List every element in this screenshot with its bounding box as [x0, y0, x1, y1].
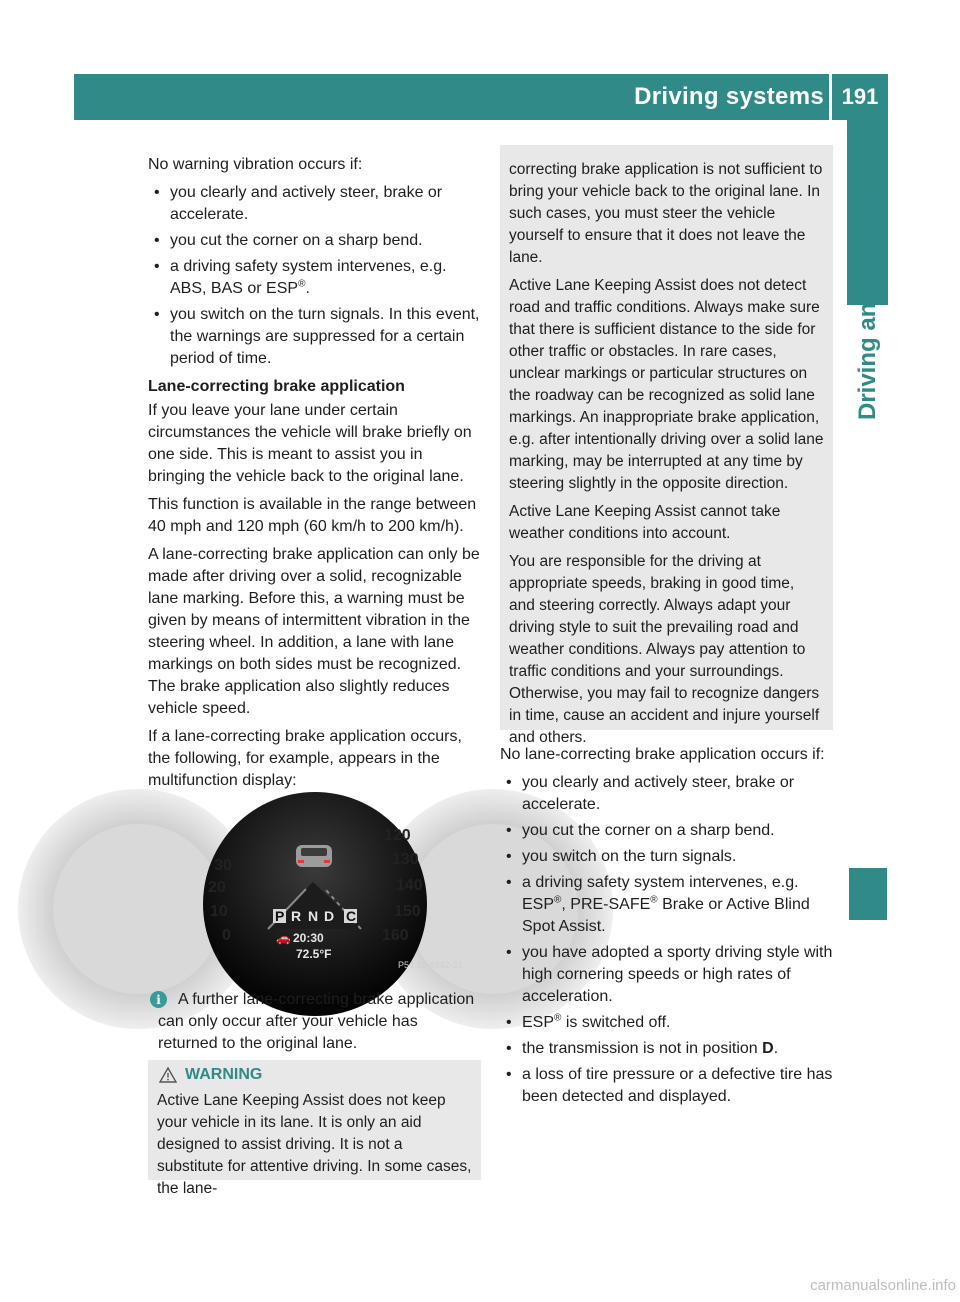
warning-box: [148, 1060, 481, 1197]
list-item: • a driving safety system intervenes, e.g. ESP®, PRE-SAFE® Brake or Active Blind Spot Assist.: [506, 874, 810, 935]
section-heading: Lane-correcting brake application: [148, 378, 405, 395]
list-item: • you cut the corner on a sharp bend.: [500, 820, 833, 842]
tick-label: 20: [208, 879, 226, 896]
gear-d: D: [324, 908, 335, 924]
list-item: • you clearly and actively steer, brake or accelerate.: [506, 774, 795, 813]
bullet: •: [154, 184, 160, 201]
tick-label: 30: [214, 857, 232, 874]
section-side-label: Driving and parking: [854, 194, 881, 421]
info-text: A further lane-correcting brake application can only occur after your vehicle has returned to the original lane.: [158, 991, 475, 1052]
intro-text: No lane-correcting brake application occurs if:: [500, 746, 825, 763]
list-item: • you switch on the turn signals.: [500, 846, 833, 868]
warning-triangle-icon: [159, 1067, 177, 1083]
list-item: • you switch on the turn signals. In this event, the warnings are suppressed for a certain period of time.: [154, 306, 480, 367]
tick-label: 120: [384, 827, 411, 844]
intro-text: No warning vibration occurs if:: [148, 156, 363, 173]
warning-paragraph: Active Lane Keeping Assist does not detect road and traffic conditions. Always make sure that there is sufficient distance to the side for other traffic or obstacles. In rare cases, unclear markings or particular structures on the roadway can be recognized as solid lane markings. An inappropriate brake application, e.g. after intentionally driving over a solid lane marking, may be interrupted at any time by steering slightly in the opposite direction.: [509, 277, 824, 492]
instrument-cluster-image: [148, 827, 481, 973]
warning-paragraph: correcting brake application is not sufficient to bring your vehicle back to the original lane. In such cases, you must steer the vehicle yourself to ensure that it does not leave the lane.: [509, 161, 823, 266]
car-symbol-icon: 🚗: [276, 931, 291, 945]
bullet: •: [506, 944, 512, 961]
warning-header: [159, 1060, 472, 1090]
bullet: •: [154, 258, 160, 275]
paragraph: A lane-correcting brake application can only be made after driving over a solid, recognizable lane marking. Before this, a warning must be given by means of intermittent vibration in the steering wheel. In addition, a lane with lane markings on both sides must be recognized. The brake application also slightly reduces vehicle speed.: [148, 546, 480, 717]
no-brake-list: [500, 772, 833, 1108]
side-tab-marker: [849, 868, 887, 920]
bullet: •: [154, 232, 160, 249]
paragraph: This function is available in the range between 40 mph and 120 mph (60 km/h to 200 km/h).: [148, 496, 477, 535]
car-icon: [296, 845, 332, 867]
list-item: • the transmission is not in position D.: [500, 1038, 833, 1060]
tick-label: 150: [394, 903, 421, 920]
tick-label: 10: [210, 903, 228, 920]
paragraph: If you leave your lane under certain circumstances the vehicle will brake briefly on one side. This is meant to assist you in bringing the vehicle back to the original lane.: [148, 402, 472, 485]
paragraph: If a lane-correcting brake application occurs, the following, for example, appears in the multifunction display:: [148, 728, 462, 789]
bullet: •: [506, 1014, 512, 1031]
time-readout: 20:30: [293, 931, 324, 945]
bullet: •: [506, 848, 512, 865]
warning-box-continued: [500, 145, 833, 746]
bullet: •: [506, 774, 512, 791]
info-icon: i: [150, 991, 167, 1008]
page-header-title: Driving systems: [634, 83, 824, 110]
list-item: • a driving safety system intervenes, e.g. ABS, BAS or ESP®.: [154, 258, 447, 297]
warning-title: WARNING: [185, 1066, 263, 1083]
temperature-readout: 72.5°F: [296, 947, 332, 961]
tick-label: 0: [222, 927, 231, 944]
bullet: •: [506, 822, 512, 839]
cruise-indicator: C: [346, 908, 357, 924]
list-item: • ESP® is switched off.: [500, 1012, 833, 1034]
right-column: [500, 744, 833, 1114]
no-vibration-list: [148, 182, 481, 370]
bullet: •: [154, 306, 160, 323]
watermark: carmanualsonline.info: [810, 1277, 956, 1294]
gear-p: P: [275, 908, 285, 924]
list-item: • you clearly and actively steer, brake or accelerate.: [154, 184, 443, 223]
info-note: [150, 989, 480, 1055]
tick-label: 140: [396, 877, 423, 894]
gear-r: R: [291, 908, 302, 924]
gear-n: N: [308, 908, 319, 924]
tick-label: 160: [382, 927, 409, 944]
bullet: •: [506, 1066, 512, 1083]
warning-text: Active Lane Keeping Assist does not keep your vehicle in its lane. It is only an aid designed to assist driving. It is not a substitute for attentive driving. In some cases, the lane-: [157, 1092, 472, 1197]
image-code: P54.32-8942-31: [398, 960, 463, 970]
list-item: • you have adopted a sporty driving style with high cornering speeds or high rates of acceleration.: [506, 944, 833, 1005]
list-item: • a loss of tire pressure or a defective tire has been detected and displayed.: [506, 1066, 833, 1105]
bullet: •: [506, 1040, 512, 1057]
tick-label: 130: [392, 851, 419, 868]
page-number: 191: [841, 84, 879, 109]
warning-paragraph: Active Lane Keeping Assist cannot take weather conditions into account.: [509, 503, 781, 542]
warning-paragraph: You are responsible for the driving at appropriate speeds, braking in good time, and steering correctly. Always adapt your driving style to suit the prevailing road and weather conditions. Always pay attention to traffic conditions and your surroundings. Otherwise, you may fail to recognize dangers in time, cause an accident and injure yourself and others.: [509, 553, 820, 746]
left-column: [148, 154, 481, 798]
cluster-graphic: [148, 827, 481, 973]
list-item: • you cut the corner on a sharp bend.: [148, 230, 481, 252]
bullet: •: [506, 874, 512, 891]
